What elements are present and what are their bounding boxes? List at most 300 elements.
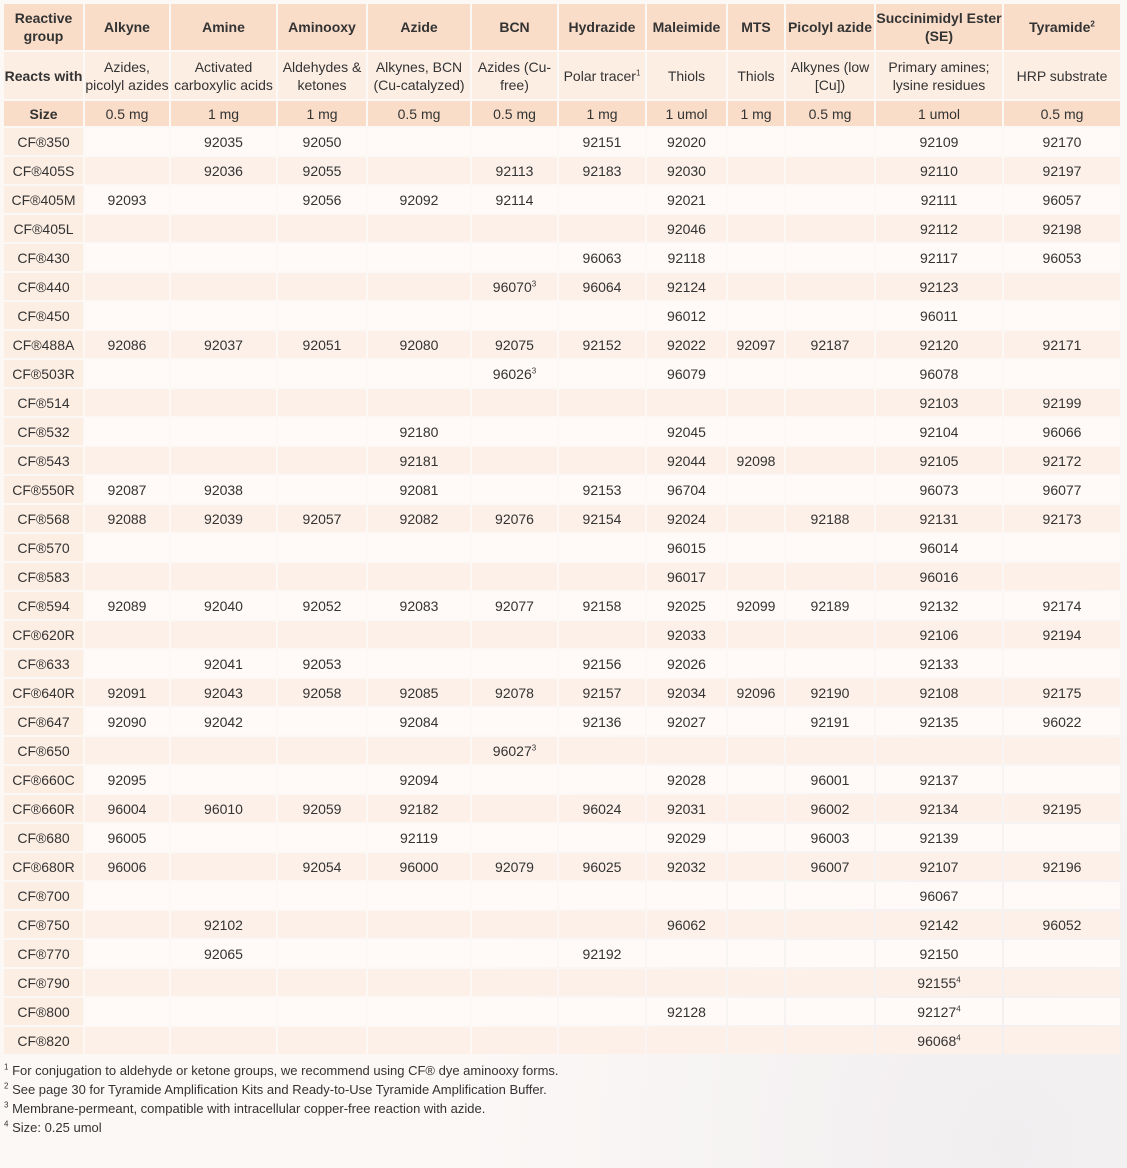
- catalog-number-cell: [1004, 795, 1120, 822]
- catalog-number-cell: [171, 505, 276, 532]
- column-header: [876, 4, 1002, 50]
- catalog-number-cell: [559, 331, 645, 358]
- catalog-number-cell: [728, 592, 784, 619]
- catalog-number-cell: [1004, 824, 1120, 851]
- catalog-number-text: 92020: [667, 133, 706, 150]
- catalog-number-cell: [559, 128, 645, 155]
- catalog-number-text: 92042: [204, 713, 243, 730]
- catalog-number-text: 92030: [667, 162, 706, 179]
- catalog-number-cell: [728, 853, 784, 880]
- catalog-number-cell: [728, 766, 784, 793]
- catalog-number-text: 92034: [667, 684, 706, 701]
- catalog-number-cell: [876, 302, 1002, 329]
- catalog-number-cell: [559, 650, 645, 677]
- footnote-mark: 4: [4, 1119, 9, 1129]
- catalog-number-cell: [647, 186, 726, 213]
- catalog-number-cell: [85, 360, 169, 387]
- catalog-number-text: 96006: [107, 858, 147, 875]
- catalog-number-cell: [876, 969, 1002, 996]
- catalog-number-cell: [472, 389, 557, 416]
- catalog-number-cell: [85, 476, 169, 503]
- catalog-number-cell: [171, 563, 276, 590]
- catalog-number-cell: [728, 389, 784, 416]
- catalog-number-text: 92154: [582, 510, 622, 527]
- catalog-number-cell: [278, 882, 366, 909]
- catalog-number-text: 92025: [667, 597, 706, 614]
- catalog-number-text: 92118: [667, 249, 706, 266]
- catalog-number-text: 92065: [204, 945, 243, 962]
- catalog-number-cell: [278, 824, 366, 851]
- column-header-text: BCN: [499, 19, 530, 35]
- catalog-number-text: 92198: [1042, 220, 1082, 237]
- catalog-number-text: 92088: [107, 510, 147, 527]
- catalog-number-cell: [786, 534, 874, 561]
- dye-name: CF®550R: [4, 476, 83, 503]
- catalog-number-cell: [278, 360, 366, 387]
- catalog-number-cell: [171, 1027, 276, 1054]
- catalog-number-cell: [876, 157, 1002, 184]
- catalog-number-cell: [472, 882, 557, 909]
- footnote-text: Membrane-permeant, compatible with intracellular copper-free reaction with azide.: [8, 1101, 486, 1116]
- catalog-number-cell: [368, 737, 470, 764]
- catalog-number-cell: [876, 824, 1002, 851]
- catalog-number-cell: [472, 215, 557, 242]
- catalog-number-text: 92036: [204, 162, 243, 179]
- catalog-number-cell: [728, 882, 784, 909]
- catalog-number-text: 92045: [667, 423, 706, 440]
- catalog-number-text: 92091: [107, 684, 147, 701]
- catalog-number-text: 92188: [810, 510, 850, 527]
- catalog-number-text: 92194: [1042, 626, 1082, 643]
- catalog-number-text: 92098: [736, 452, 776, 469]
- catalog-number-cell: [472, 911, 557, 938]
- catalog-number-text: 92109: [919, 133, 959, 150]
- catalog-number-cell: [559, 853, 645, 880]
- catalog-number-text: 92195: [1042, 800, 1082, 817]
- table-row: [4, 1027, 1120, 1054]
- catalog-number-cell: [559, 621, 645, 648]
- catalog-number-cell: [876, 215, 1002, 242]
- catalog-number-cell: [728, 302, 784, 329]
- catalog-number-cell: [472, 128, 557, 155]
- catalog-number-text: 92029: [667, 829, 706, 846]
- catalog-number-cell: [368, 418, 470, 445]
- catalog-number-text: 92187: [810, 336, 850, 353]
- catalog-number-cell: [876, 389, 1002, 416]
- table-row: [4, 940, 1120, 967]
- catalog-number-cell: [278, 215, 366, 242]
- catalog-number-cell: [647, 708, 726, 735]
- catalog-number-cell: [85, 273, 169, 300]
- catalog-number-cell: [278, 186, 366, 213]
- catalog-number-cell: [85, 621, 169, 648]
- catalog-number-text: 92112: [920, 220, 958, 237]
- catalog-number-cell: [786, 911, 874, 938]
- catalog-number-text: 92158: [582, 597, 622, 614]
- catalog-number-cell: [472, 1027, 557, 1054]
- catalog-number-text: 92183: [582, 162, 622, 179]
- footnote: [4, 1118, 904, 1137]
- catalog-number-text: 92057: [302, 510, 342, 527]
- catalog-number-cell: [876, 766, 1002, 793]
- catalog-number-cell: [559, 244, 645, 271]
- catalog-number-footnote-mark: 4: [956, 974, 961, 984]
- catalog-number-cell: [278, 244, 366, 271]
- catalog-number-cell: [728, 621, 784, 648]
- catalog-number-cell: [368, 650, 470, 677]
- column-header-text: MTS: [741, 19, 771, 35]
- size-cell: 1 umol: [647, 101, 726, 126]
- catalog-number-text: 96005: [107, 829, 147, 846]
- catalog-number-text: 92058: [302, 684, 342, 701]
- catalog-number-footnote-mark: 3: [531, 365, 537, 375]
- table-row: [4, 418, 1120, 445]
- catalog-number-cell: [559, 273, 645, 300]
- dye-name: CF®633: [4, 650, 83, 677]
- catalog-number-cell: [85, 186, 169, 213]
- catalog-number-cell: [368, 824, 470, 851]
- dye-name: CF®647: [4, 708, 83, 735]
- catalog-number-cell: [171, 737, 276, 764]
- catalog-number-cell: [472, 737, 557, 764]
- catalog-number-cell: [559, 186, 645, 213]
- catalog-number-text: 96011: [920, 307, 958, 324]
- catalog-number-cell: [171, 157, 276, 184]
- catalog-number-cell: [1004, 563, 1120, 590]
- reacts-with-cell: [876, 52, 1002, 99]
- catalog-number-text: 92031: [667, 800, 706, 817]
- catalog-number-text: 92079: [495, 858, 534, 875]
- catalog-number-cell: [786, 621, 874, 648]
- catalog-number-cell: [278, 853, 366, 880]
- table-row: [4, 447, 1120, 474]
- catalog-number-cell: [1004, 360, 1120, 387]
- catalog-number-cell: [368, 505, 470, 532]
- catalog-number-text: 92099: [736, 597, 776, 614]
- catalog-number-cell: [85, 882, 169, 909]
- catalog-number-cell: [647, 679, 726, 706]
- catalog-number-cell: [1004, 766, 1120, 793]
- table-row: [4, 592, 1120, 619]
- catalog-number-text: 92152: [582, 336, 622, 353]
- catalog-number-cell: [876, 244, 1002, 271]
- catalog-number-cell: [278, 418, 366, 445]
- catalog-number-text: 92078: [495, 684, 534, 701]
- catalog-number-cell: [278, 273, 366, 300]
- column-header: [559, 4, 645, 50]
- catalog-number-cell: [559, 302, 645, 329]
- table-row: [4, 650, 1120, 677]
- catalog-number-cell: [559, 708, 645, 735]
- dye-name: CF®800: [4, 998, 83, 1025]
- catalog-number-cell: [559, 969, 645, 996]
- catalog-number-cell: [876, 563, 1002, 590]
- catalog-number-cell: [278, 737, 366, 764]
- catalog-number-cell: [559, 795, 645, 822]
- catalog-number-cell: [368, 940, 470, 967]
- catalog-number-cell: [876, 679, 1002, 706]
- footnote: [4, 1080, 904, 1099]
- catalog-number-text: 96012: [667, 307, 706, 324]
- reacts-with-text: Aldehydes & ketones: [282, 58, 362, 93]
- catalog-number-text: 92039: [204, 510, 243, 527]
- catalog-number-cell: [876, 911, 1002, 938]
- catalog-number-text: 92021: [667, 191, 706, 208]
- catalog-number-cell: [278, 476, 366, 503]
- footnote: [4, 1061, 904, 1080]
- catalog-number-cell: [171, 476, 276, 503]
- catalog-number-cell: [171, 969, 276, 996]
- dye-name: CF®440: [4, 273, 83, 300]
- catalog-number-cell: [171, 853, 276, 880]
- catalog-number-cell: [786, 853, 874, 880]
- catalog-number-text: 92095: [107, 771, 147, 788]
- catalog-number-cell: [278, 1027, 366, 1054]
- catalog-number-cell: [171, 795, 276, 822]
- catalog-number-text: 92055: [302, 162, 342, 179]
- catalog-number-cell: [278, 940, 366, 967]
- size-cell: 1 mg: [559, 101, 645, 126]
- catalog-number-text: 92192: [582, 945, 622, 962]
- catalog-number-text: 96077: [1042, 481, 1082, 498]
- catalog-number-cell: [171, 128, 276, 155]
- catalog-number-cell: [647, 447, 726, 474]
- catalog-number-cell: [728, 650, 784, 677]
- reacts-with-cell: [85, 52, 169, 99]
- catalog-number-cell: [786, 505, 874, 532]
- column-header-text: Hydrazide: [568, 19, 636, 35]
- catalog-number-cell: [728, 534, 784, 561]
- catalog-number-cell: [647, 505, 726, 532]
- catalog-number-cell: [786, 476, 874, 503]
- catalog-number-text: 92111: [920, 191, 958, 208]
- catalog-number-text: 96062: [667, 916, 706, 933]
- catalog-number-cell: [171, 389, 276, 416]
- dye-name: CF®594: [4, 592, 83, 619]
- table-row: [4, 708, 1120, 735]
- catalog-number-text: 92197: [1042, 162, 1082, 179]
- catalog-number-cell: [278, 563, 366, 590]
- catalog-number-cell: [728, 215, 784, 242]
- catalog-number-text: 92124: [667, 278, 706, 295]
- footnote-text: For conjugation to aldehyde or ketone groups, we recommend using CF® dye aminooxy forms.: [8, 1063, 559, 1078]
- catalog-number-text: 96704: [667, 481, 706, 498]
- dye-name: CF®640R: [4, 679, 83, 706]
- catalog-number-cell: [728, 998, 784, 1025]
- catalog-number-cell: [876, 592, 1002, 619]
- size-cell: 0.5 mg: [368, 101, 470, 126]
- catalog-number-cell: [647, 563, 726, 590]
- catalog-number-text: 92041: [204, 655, 243, 672]
- catalog-number-cell: [85, 215, 169, 242]
- dye-name: CF®514: [4, 389, 83, 416]
- catalog-number-cell: [647, 418, 726, 445]
- catalog-number-cell: [1004, 534, 1120, 561]
- catalog-number-cell: [647, 1027, 726, 1054]
- catalog-number-cell: [278, 592, 366, 619]
- catalog-number-cell: [472, 331, 557, 358]
- catalog-number-text: 92156: [582, 655, 622, 672]
- catalog-number-cell: [876, 418, 1002, 445]
- table-row: [4, 853, 1120, 880]
- catalog-number-cell: [647, 882, 726, 909]
- catalog-number-cell: [876, 708, 1002, 735]
- catalog-number-text: 92136: [582, 713, 622, 730]
- catalog-number-text: 92171: [1042, 336, 1082, 353]
- catalog-number-cell: [647, 331, 726, 358]
- catalog-number-cell: [786, 998, 874, 1025]
- dye-name: CF®680R: [4, 853, 83, 880]
- catalog-number-text: 92075: [495, 336, 534, 353]
- catalog-number-text: 96027: [492, 742, 532, 759]
- catalog-number-cell: [647, 766, 726, 793]
- catalog-number-cell: [559, 563, 645, 590]
- catalog-number-cell: [368, 998, 470, 1025]
- catalog-number-cell: [559, 766, 645, 793]
- catalog-number-cell: [728, 418, 784, 445]
- table-row: [4, 969, 1120, 996]
- catalog-number-cell: [368, 244, 470, 271]
- catalog-number-text: 92113: [495, 162, 534, 179]
- catalog-number-cell: [876, 360, 1002, 387]
- catalog-number-cell: [85, 853, 169, 880]
- catalog-number-cell: [85, 447, 169, 474]
- dye-name: CF®820: [4, 1027, 83, 1054]
- catalog-number-cell: [1004, 244, 1120, 271]
- catalog-number-text: 92180: [399, 423, 439, 440]
- catalog-number-cell: [85, 940, 169, 967]
- dye-name: CF®583: [4, 563, 83, 590]
- dye-name: CF®680: [4, 824, 83, 851]
- catalog-number-cell: [876, 621, 1002, 648]
- catalog-number-text: 96063: [582, 249, 622, 266]
- catalog-number-cell: [472, 418, 557, 445]
- size-label: Size: [4, 101, 83, 126]
- catalog-number-cell: [876, 1027, 1002, 1054]
- table-row: [4, 244, 1120, 271]
- catalog-number-cell: [876, 998, 1002, 1025]
- catalog-number-text: 96057: [1042, 191, 1082, 208]
- catalog-number-text: 92119: [400, 829, 438, 846]
- catalog-number-cell: [786, 302, 874, 329]
- catalog-number-cell: [786, 186, 874, 213]
- catalog-number-cell: [786, 244, 874, 271]
- column-header-text: Picolyl azide: [787, 19, 873, 35]
- catalog-number-cell: [728, 795, 784, 822]
- catalog-number-cell: [472, 563, 557, 590]
- catalog-number-cell: [368, 679, 470, 706]
- catalog-number-cell: [85, 534, 169, 561]
- table-row: [4, 563, 1120, 590]
- catalog-number-text: 92085: [399, 684, 439, 701]
- catalog-number-cell: [647, 360, 726, 387]
- catalog-number-cell: [728, 737, 784, 764]
- catalog-number-cell: [368, 447, 470, 474]
- catalog-number-cell: [368, 128, 470, 155]
- catalog-number-cell: [171, 418, 276, 445]
- catalog-number-cell: [559, 215, 645, 242]
- size-cell: 1 mg: [728, 101, 784, 126]
- catalog-number-text: 92191: [810, 713, 850, 730]
- catalog-number-cell: [472, 534, 557, 561]
- catalog-number-cell: [647, 824, 726, 851]
- table-row: [4, 273, 1120, 300]
- catalog-number-cell: [472, 157, 557, 184]
- catalog-number-text: 96073: [919, 481, 959, 498]
- reacts-with-text: Thiols: [667, 67, 706, 84]
- dye-name: CF®350: [4, 128, 83, 155]
- catalog-number-cell: [559, 737, 645, 764]
- catalog-number-cell: [278, 302, 366, 329]
- header-row: [4, 4, 1120, 50]
- table-row: [4, 911, 1120, 938]
- catalog-number-cell: [647, 911, 726, 938]
- catalog-number-cell: [1004, 331, 1120, 358]
- catalog-number-cell: [278, 650, 366, 677]
- catalog-number-text: 92035: [204, 133, 243, 150]
- table-row: [4, 302, 1120, 329]
- catalog-number-cell: [728, 331, 784, 358]
- catalog-number-cell: [472, 824, 557, 851]
- catalog-number-cell: [786, 766, 874, 793]
- catalog-number-text: 92037: [204, 336, 243, 353]
- catalog-number-cell: [876, 476, 1002, 503]
- catalog-number-cell: [647, 534, 726, 561]
- catalog-number-text: 96022: [1042, 713, 1082, 730]
- catalog-number-cell: [559, 418, 645, 445]
- catalog-number-cell: [368, 882, 470, 909]
- dye-name: CF®450: [4, 302, 83, 329]
- catalog-number-cell: [647, 592, 726, 619]
- catalog-number-text: 92157: [582, 684, 622, 701]
- catalog-number-cell: [647, 273, 726, 300]
- column-header-text: Azide: [400, 19, 438, 35]
- catalog-number-cell: [647, 157, 726, 184]
- catalog-number-text: 92053: [302, 655, 342, 672]
- column-header: [171, 4, 276, 50]
- catalog-number-cell: [876, 940, 1002, 967]
- catalog-number-cell: [876, 128, 1002, 155]
- catalog-number-text: 92106: [919, 626, 959, 643]
- reacts-with-text: Thiols: [737, 67, 775, 84]
- catalog-number-cell: [728, 1027, 784, 1054]
- dye-name: CF®405S: [4, 157, 83, 184]
- catalog-number-cell: [472, 969, 557, 996]
- catalog-number-cell: [1004, 447, 1120, 474]
- catalog-number-cell: [728, 273, 784, 300]
- catalog-number-cell: [368, 215, 470, 242]
- catalog-number-text: 92103: [919, 394, 959, 411]
- footnote-mark: 1: [4, 1062, 9, 1072]
- catalog-number-cell: [171, 534, 276, 561]
- catalog-number-cell: [728, 969, 784, 996]
- catalog-number-cell: [1004, 737, 1120, 764]
- catalog-number-cell: [171, 708, 276, 735]
- catalog-number-cell: [171, 998, 276, 1025]
- table-row: [4, 331, 1120, 358]
- dye-name: CF®570: [4, 534, 83, 561]
- catalog-number-cell: [85, 766, 169, 793]
- reacts-with-cell: [1004, 52, 1120, 99]
- catalog-number-cell: [786, 592, 874, 619]
- catalog-number-cell: [85, 795, 169, 822]
- column-header: [647, 4, 726, 50]
- catalog-number-text: 96066: [1042, 423, 1082, 440]
- catalog-number-cell: [278, 969, 366, 996]
- catalog-number-cell: [728, 128, 784, 155]
- catalog-number-cell: [1004, 418, 1120, 445]
- column-header-text: Tyramide: [1029, 19, 1091, 35]
